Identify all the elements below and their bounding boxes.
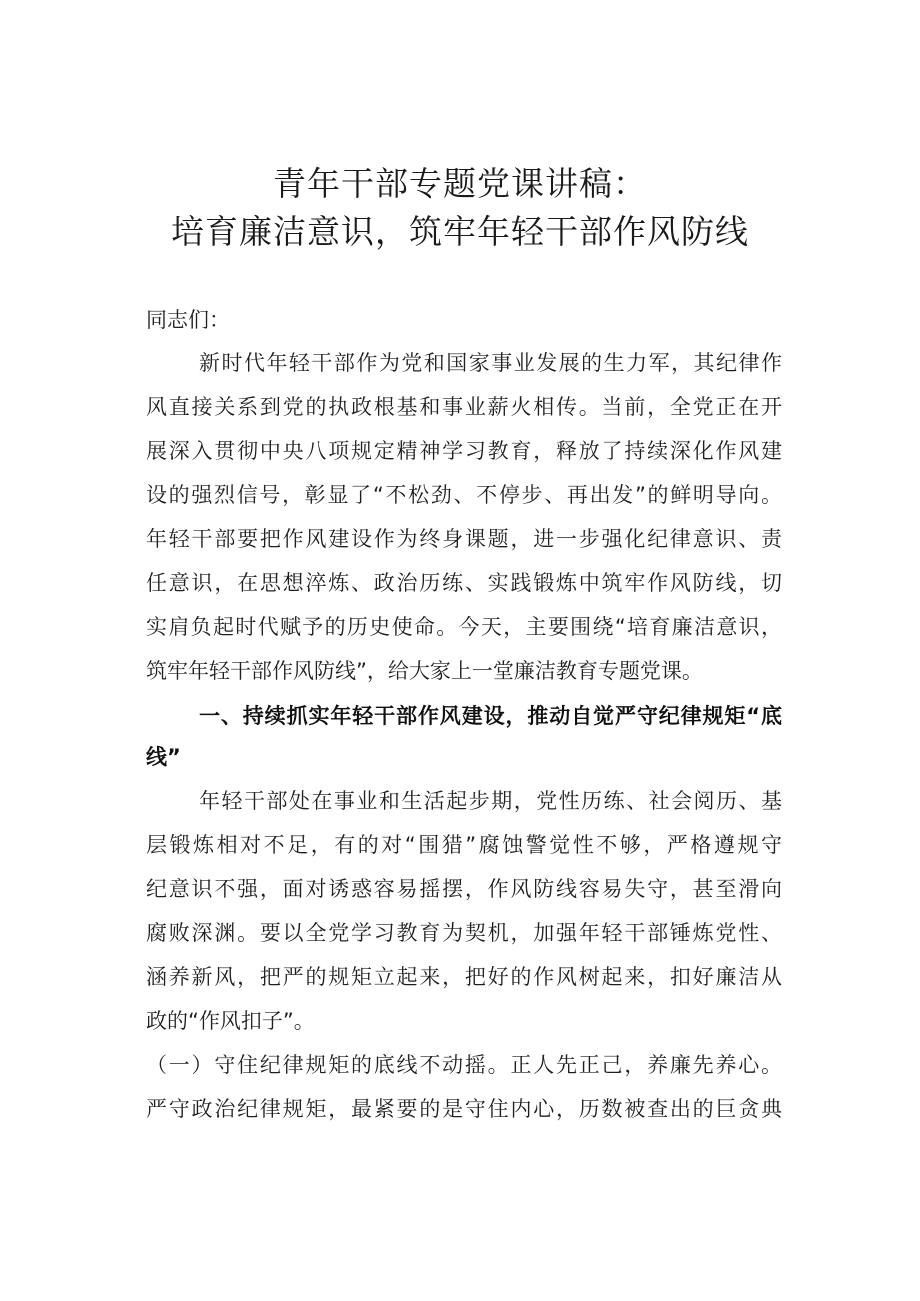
intro-line: 筑牢年轻干部作风防线”，给大家上一堂廉洁教育专题党课。 [146,659,703,683]
section-paragraph-line: 腐败深渊。要以全党学习教育为契机，加强年轻干部锤炼党性、 [146,921,782,945]
intro-line: 新时代年轻干部作为党和国家事业发展的生力军，其纪律作 [199,351,782,375]
section-paragraph-line: 政的“作风扣子”。 [146,1009,315,1033]
section-paragraph-line: 涵养新风，把严的规矩立起来，把好的作风树起来，扣好廉洁从 [146,965,782,989]
section-paragraph-line: 层锻炼相对不足，有的对“围猎”腐蚀警觉性不够，严格遵规守 [146,833,782,857]
greeting: 同志们： [146,308,230,332]
intro-line: 展深入贯彻中央八项规定精神学习教育，释放了持续深化作风建 [146,439,782,463]
subsection-line: （一）守住纪律规矩的底线不动摇。正人先正己，养廉先养心。 [146,1053,782,1077]
subsection-line: 严守政治纪律规矩，最紧要的是守住内心，历数被查出的巨贪典 [146,1097,782,1121]
section-paragraph-line: 年轻干部处在事业和生活起步期，党性历练、社会阅历、基 [199,789,782,813]
section-paragraph-line: 纪意识不强，面对诱惑容易摇摆，作风防线容易失守，甚至滑向 [146,877,782,901]
document-title-line-2: 培育廉洁意识，筑牢年轻干部作风防线 [171,212,749,251]
intro-line: 实肩负起时代赋予的历史使命。今天，主要围绕“培育廉洁意识， [146,615,782,639]
intro-line: 任意识，在思想淬炼、政治历练、实践锻炼中筑牢作风防线，切 [146,571,782,595]
intro-line: 风直接关系到党的执政根基和事业薪火相传。当前，全党正在开 [146,395,782,419]
intro-line: 设的强烈信号，彰显了“不松劲、不停步、再出发”的鲜明导向。 [146,483,782,507]
document-title-line-1: 青年干部专题党课讲稿： [273,164,647,203]
section-heading: 线” [146,745,181,769]
section-heading: 一、持续抓实年轻干部作风建设，推动自觉严守纪律规矩“底 [199,704,782,728]
intro-line: 年轻干部要把作风建设作为终身课题，进一步强化纪律意识、责 [146,527,782,551]
